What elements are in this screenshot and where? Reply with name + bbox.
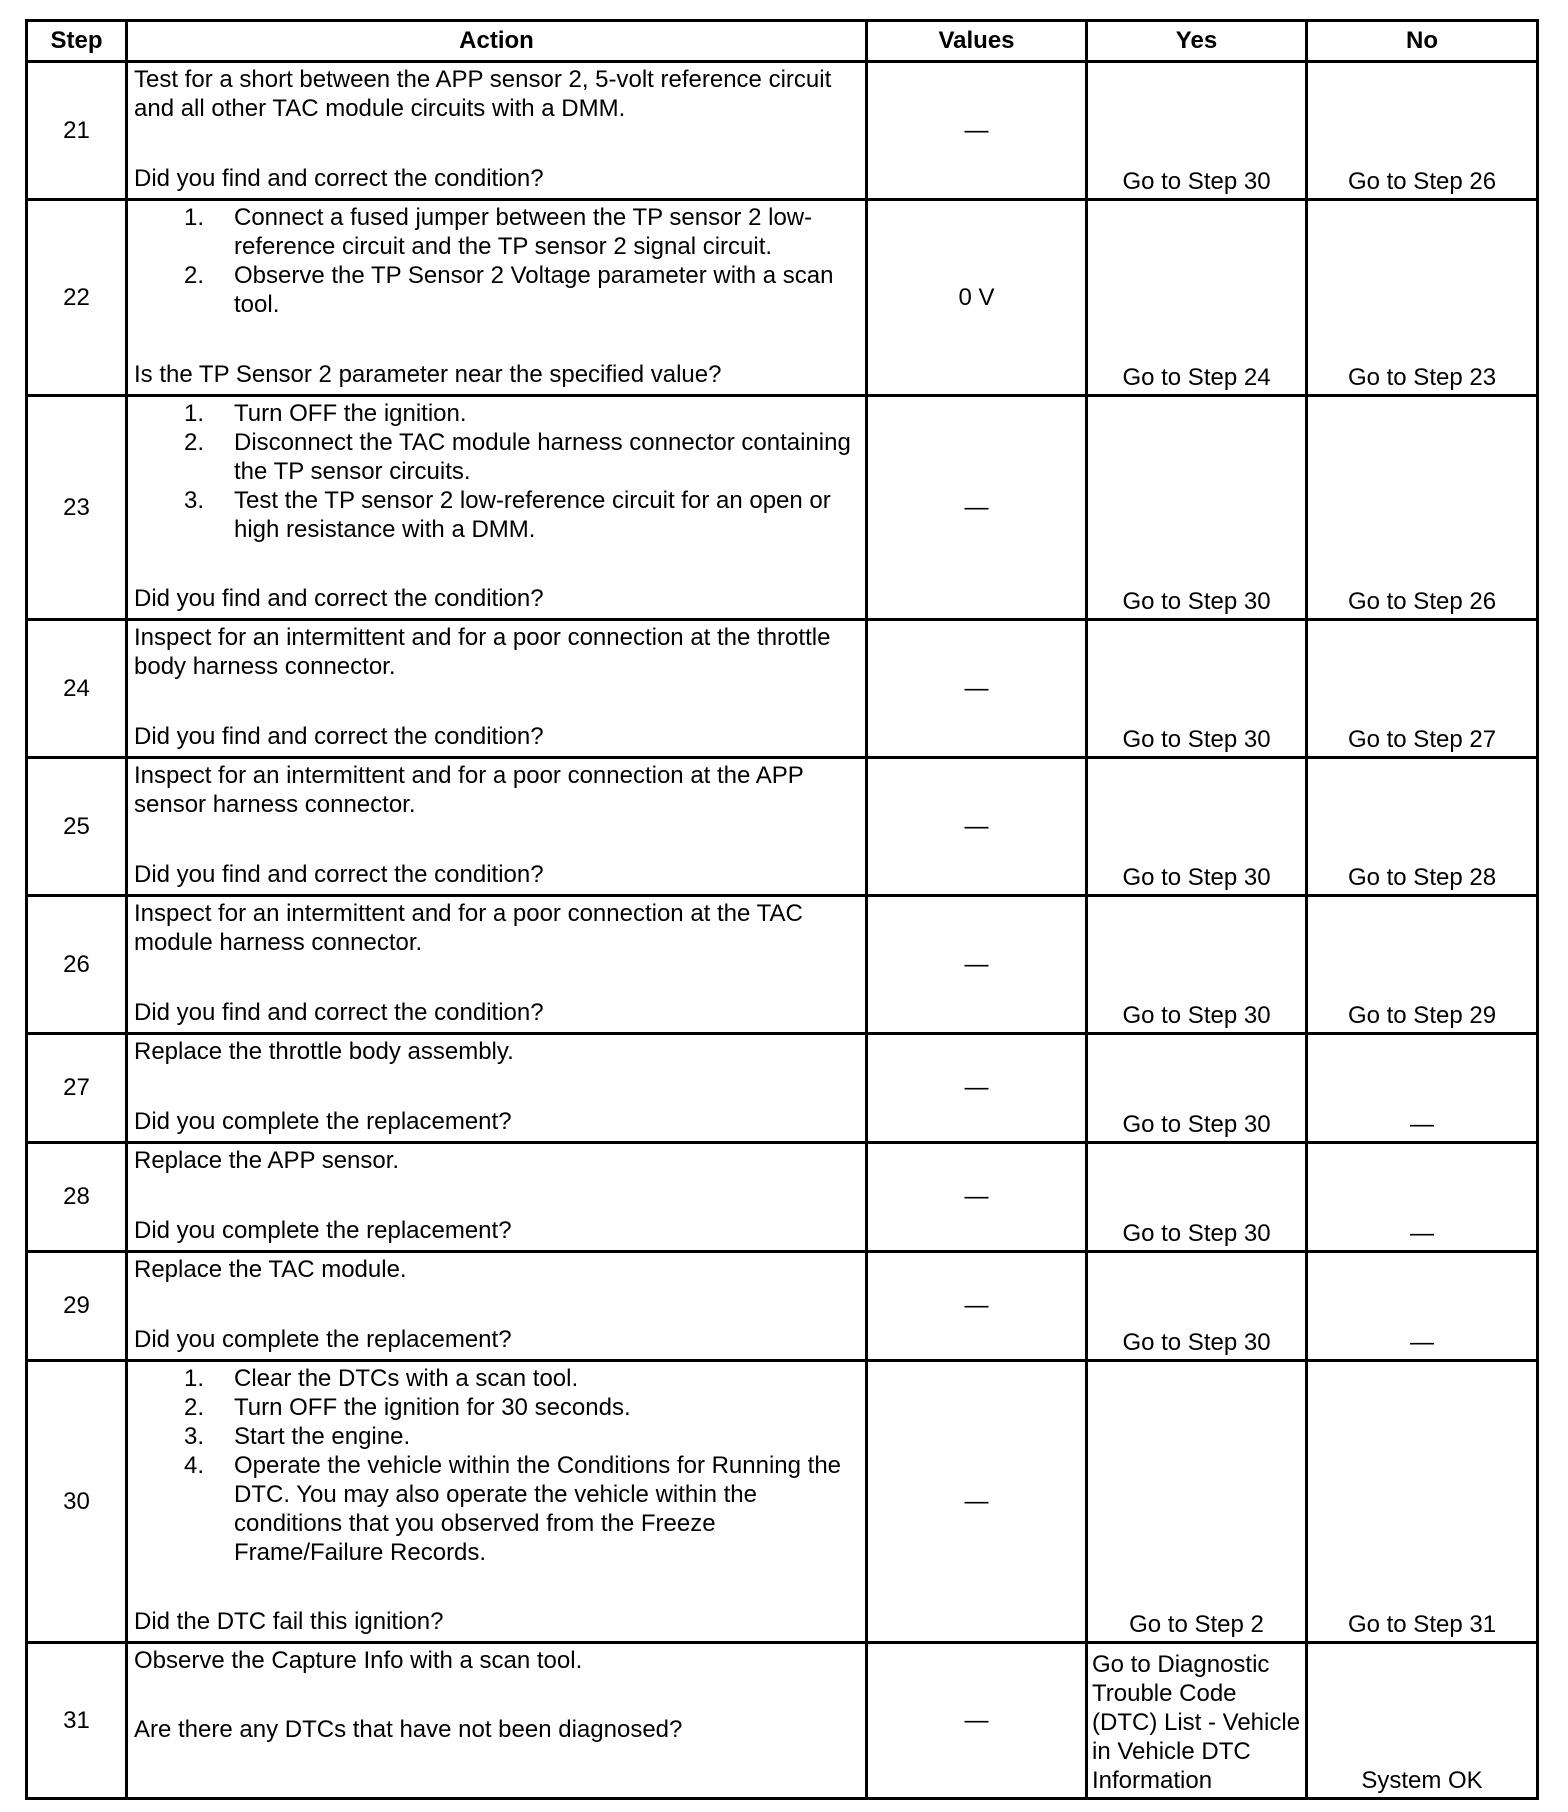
action-cell bbox=[127, 396, 867, 620]
action-text: Test for a short between the APP sensor 2, 5-volt reference circuit and all other TAC module circuits with a DMM. bbox=[134, 66, 832, 122]
no-text: — bbox=[1410, 1111, 1434, 1138]
no-text: Go to Step 31 bbox=[1347, 1611, 1497, 1638]
action-text: Observe the Capture Info with a scan tool. bbox=[134, 1647, 583, 1674]
yes-cell bbox=[1087, 896, 1307, 1034]
no-cell bbox=[1307, 620, 1538, 758]
yes-cell bbox=[1087, 1143, 1307, 1252]
yes-cell bbox=[1087, 1252, 1307, 1361]
table-row bbox=[27, 896, 1538, 1034]
list-item: 1. Clear the DTCs with a scan tool. bbox=[184, 1365, 579, 1392]
no-text: Go to Step 26 bbox=[1347, 168, 1497, 195]
value-cell: — bbox=[867, 396, 1087, 620]
list-item: 1. Turn OFF the ignition. bbox=[184, 400, 467, 427]
yes-text: Go to Step 24 bbox=[1122, 364, 1271, 391]
no-cell bbox=[1307, 1361, 1538, 1643]
yes-text: Go to Step 30 bbox=[1122, 1329, 1271, 1356]
action-steps-list bbox=[134, 1364, 859, 1567]
action-text: Inspect for an intermittent and for a poor connection at the APP sensor harness connector. bbox=[134, 762, 804, 818]
yes-text: Go to Diagnostic Trouble Code (DTC) List - Vehicle in Vehicle DTC Information bbox=[1092, 1651, 1301, 1794]
no-cell bbox=[1307, 1252, 1538, 1361]
action-cell bbox=[127, 1143, 867, 1252]
yes-cell bbox=[1087, 62, 1307, 200]
action-cell bbox=[127, 62, 867, 200]
value-cell: 0 V bbox=[867, 200, 1087, 396]
step-number: 25 bbox=[27, 758, 127, 896]
step-number: 31 bbox=[27, 1643, 127, 1799]
action-question: Did you complete the replacement? bbox=[134, 1217, 512, 1244]
yes-cell bbox=[1087, 396, 1307, 620]
no-text: — bbox=[1410, 1329, 1434, 1356]
table-row bbox=[27, 200, 1538, 396]
yes-cell bbox=[1087, 200, 1307, 396]
action-cell bbox=[127, 1643, 867, 1799]
yes-text: Go to Step 30 bbox=[1122, 1002, 1271, 1029]
header-row bbox=[27, 21, 1538, 62]
action-question: Is the TP Sensor 2 parameter near the specified value? bbox=[134, 361, 722, 388]
table-row bbox=[27, 1361, 1538, 1643]
yes-cell bbox=[1087, 620, 1307, 758]
action-question: Did you complete the replacement? bbox=[134, 1108, 512, 1135]
action-question: Did the DTC fail this ignition? bbox=[134, 1608, 444, 1635]
yes-cell bbox=[1087, 758, 1307, 896]
no-text: Go to Step 28 bbox=[1347, 864, 1497, 891]
yes-cell bbox=[1087, 1643, 1307, 1799]
yes-cell bbox=[1087, 1361, 1307, 1643]
value-cell: — bbox=[867, 1643, 1087, 1799]
no-cell bbox=[1307, 1643, 1538, 1799]
step-number: 23 bbox=[27, 396, 127, 620]
no-text: Go to Step 26 bbox=[1347, 588, 1497, 615]
list-item: 1. Connect a fused jumper between the TP sensor 2 low-reference circuit and the TP sensor 2 signal circuit. bbox=[184, 204, 813, 260]
step-number: 29 bbox=[27, 1252, 127, 1361]
action-cell bbox=[127, 758, 867, 896]
action-text: Inspect for an intermittent and for a poor connection at the throttle body harness connector. bbox=[134, 624, 831, 680]
yes-text: Go to Step 30 bbox=[1122, 168, 1271, 195]
yes-cell bbox=[1087, 1034, 1307, 1143]
list-item: 2. Turn OFF the ignition for 30 seconds. bbox=[184, 1394, 631, 1421]
table-row bbox=[27, 620, 1538, 758]
action-cell bbox=[127, 620, 867, 758]
list-item: 2. Disconnect the TAC module harness connector containing the TP sensor circuits. bbox=[184, 429, 851, 485]
action-question: Did you find and correct the condition? bbox=[134, 723, 544, 750]
value-cell: — bbox=[867, 1143, 1087, 1252]
action-question: Are there any DTCs that have not been diagnosed? bbox=[134, 1716, 683, 1743]
header-no: No bbox=[1307, 21, 1538, 62]
list-item: 3. Test the TP sensor 2 low-reference circuit for an open or high resistance with a DMM. bbox=[184, 487, 831, 543]
value-cell: — bbox=[867, 62, 1087, 200]
header-action: Action bbox=[127, 21, 867, 62]
action-question: Did you find and correct the condition? bbox=[134, 165, 544, 192]
list-item: 4. Operate the vehicle within the Conditions for Running the DTC. You may also operate the vehicle within the conditions that you observed from the Freeze Frame/Failure Records. bbox=[184, 1452, 842, 1566]
table-row bbox=[27, 758, 1538, 896]
value-cell: — bbox=[867, 1361, 1087, 1643]
value-cell: — bbox=[867, 1034, 1087, 1143]
header-values: Values bbox=[867, 21, 1087, 62]
yes-text: Go to Step 30 bbox=[1122, 588, 1271, 615]
yes-text: Go to Step 2 bbox=[1129, 1611, 1264, 1638]
no-text: Go to Step 27 bbox=[1347, 726, 1497, 753]
value-cell: — bbox=[867, 1252, 1087, 1361]
action-text: Replace the TAC module. bbox=[134, 1256, 407, 1283]
step-number: 28 bbox=[27, 1143, 127, 1252]
yes-text: Go to Step 30 bbox=[1122, 1220, 1271, 1247]
action-text: Inspect for an intermittent and for a poor connection at the TAC module harness connector. bbox=[134, 900, 803, 956]
no-cell bbox=[1307, 396, 1538, 620]
no-cell bbox=[1307, 896, 1538, 1034]
action-question: Did you find and correct the condition? bbox=[134, 861, 544, 888]
no-cell bbox=[1307, 200, 1538, 396]
no-text: Go to Step 23 bbox=[1347, 364, 1497, 391]
table-row bbox=[27, 1643, 1538, 1799]
value-cell: — bbox=[867, 896, 1087, 1034]
action-question: Did you complete the replacement? bbox=[134, 1326, 512, 1353]
no-text: Go to Step 29 bbox=[1347, 1002, 1497, 1029]
action-text: Replace the APP sensor. bbox=[134, 1147, 400, 1174]
action-steps-list bbox=[134, 203, 859, 319]
step-number: 26 bbox=[27, 896, 127, 1034]
list-item: 3. Start the engine. bbox=[184, 1423, 411, 1450]
no-text: System OK bbox=[1361, 1767, 1483, 1794]
table-row bbox=[27, 1034, 1538, 1143]
yes-text: Go to Step 30 bbox=[1122, 726, 1271, 753]
no-cell bbox=[1307, 62, 1538, 200]
no-cell bbox=[1307, 1034, 1538, 1143]
action-cell bbox=[127, 200, 867, 396]
no-text: — bbox=[1410, 1220, 1434, 1247]
action-cell bbox=[127, 1361, 867, 1643]
header-step: Step bbox=[27, 21, 127, 62]
value-cell: — bbox=[867, 758, 1087, 896]
diagnostic-table bbox=[25, 19, 1539, 1800]
action-steps-list bbox=[134, 399, 859, 544]
table-row bbox=[27, 396, 1538, 620]
header-yes: Yes bbox=[1087, 21, 1307, 62]
step-number: 21 bbox=[27, 62, 127, 200]
yes-text: Go to Step 30 bbox=[1122, 1111, 1271, 1138]
action-question: Did you find and correct the condition? bbox=[134, 999, 544, 1026]
action-cell bbox=[127, 1252, 867, 1361]
action-cell bbox=[127, 1034, 867, 1143]
step-number: 30 bbox=[27, 1361, 127, 1643]
step-number: 22 bbox=[27, 200, 127, 396]
table-row bbox=[27, 62, 1538, 200]
step-number: 24 bbox=[27, 620, 127, 758]
no-cell bbox=[1307, 758, 1538, 896]
list-item: 2. Observe the TP Sensor 2 Voltage parameter with a scan tool. bbox=[184, 262, 834, 318]
no-cell bbox=[1307, 1143, 1538, 1252]
step-number: 27 bbox=[27, 1034, 127, 1143]
value-cell: — bbox=[867, 620, 1087, 758]
yes-text: Go to Step 30 bbox=[1122, 864, 1271, 891]
action-question: Did you find and correct the condition? bbox=[134, 585, 544, 612]
action-text: Replace the throttle body assembly. bbox=[134, 1038, 514, 1065]
table-row bbox=[27, 1252, 1538, 1361]
action-cell bbox=[127, 896, 867, 1034]
table-row bbox=[27, 1143, 1538, 1252]
